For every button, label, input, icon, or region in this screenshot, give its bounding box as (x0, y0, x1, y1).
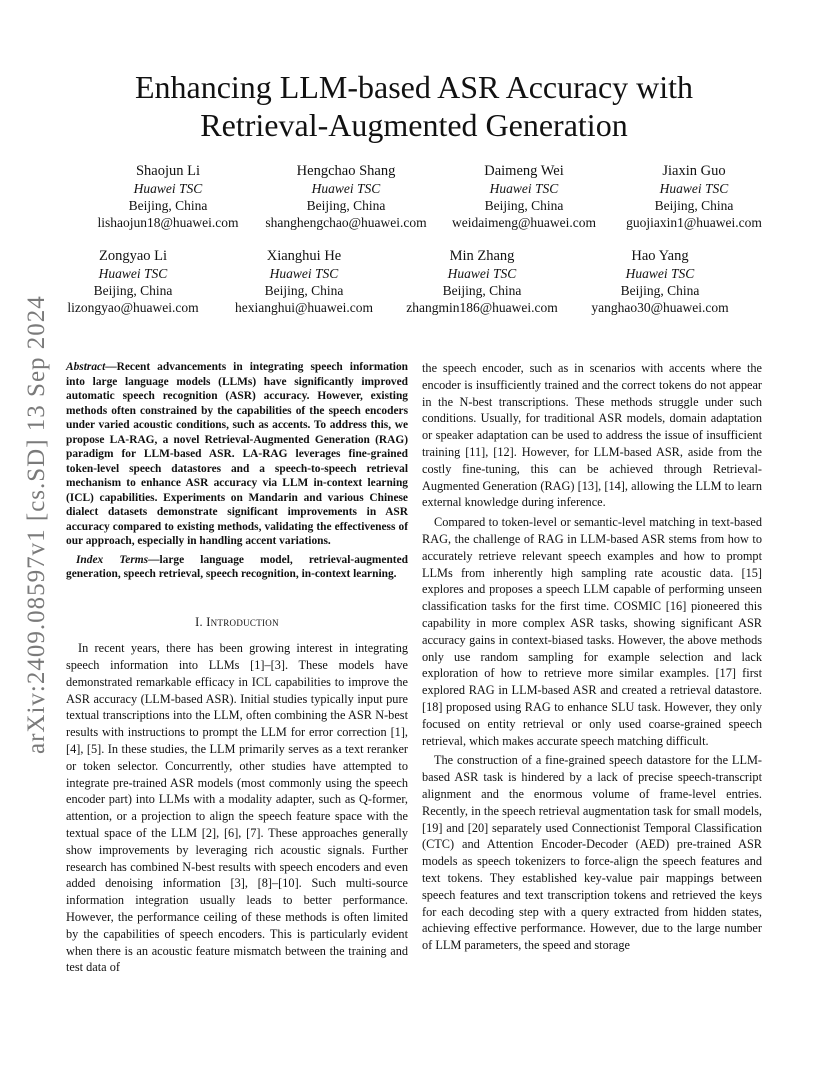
author-location: Beijing, China (484, 198, 564, 213)
author-email: shanghengchao@huawei.com (265, 215, 427, 230)
author-location: Beijing, China (654, 198, 734, 213)
author-affiliation: Huawei TSC (659, 181, 729, 196)
body-paragraph: Compared to token-level or semantic-level matching in text-based RAG, the challenge of RAG in LLM-based ASR stems from how to accurately retrieve relevant speech examples and how to prompt LLMs from inherently high sampling rate acoustic data. [15] explores and proposes a speech LLM capable of performing unseen classification tasks for the first time. COSMIC [16] pioneered this capability in more complex ASR tasks, showing significant ASR accuracy gains in context-biased tasks. However, the above methods only use random sampling for example selection and lack exploration of how to retrieve more similar examples. [17] first explored RAG in LLM-based ASR and created a retrieval datastore. [18] proposed using RAG to enhance SLU task. However, they only focused on entity retrieval or only used coarse-grained speech retrieval, which makes accurate speech matching difficult. (422, 515, 762, 748)
author-email: lishaojun18@huawei.com (97, 215, 239, 230)
author-block (228, 248, 380, 316)
section-number: I. (195, 614, 207, 629)
section-title: Introduction (206, 614, 279, 629)
author-block (448, 163, 600, 231)
left-column (66, 360, 408, 976)
author-affiliation: Huawei TSC (447, 266, 517, 281)
section-heading (66, 614, 408, 631)
author-location: Beijing, China (128, 198, 208, 213)
abstract-text: —Recent advancements in integrating speech information into large language models (LLMs) have significantly improved automatic speech recognition (ASR) accuracy. However, existing methods often constrained by the capabilities of the speech encoders under varied acoustic conditions, such as accents. To address this, we propose LA-RAG, a novel Retrieval-Augmented Generation (RAG) paradigm for LLM-based ASR. LA-RAG leverages fine-grained token-level speech datastores and a speech-to-speech retrieval mechanism to enhance ASR accuracy via LLM in-context learning (ICL) capabilities. Experiments on Mandarin and various Chinese dialect datasets demonstrate significant improvements in ASR accuracy compared to existing methods, validating the effectiveness of our approach, especially in handling accent variations. (66, 361, 408, 547)
author-affiliation: Huawei TSC (133, 181, 203, 196)
author-name: Xianghui He (266, 248, 342, 264)
author-affiliation: Huawei TSC (98, 266, 168, 281)
body-paragraph: The construction of a fine-grained speech datastore for the LLM-based ASR task is hindered by a lack of precise speech-transcript alignment and the enormous volume of frame-level entries. Recently, in the speech retrieval augmentation task for small models, [19] and [20] separately used Connectionist Temporal Classification (CTC) and Attention Encoder-Decoder (AED) pre-trained ASR models as speech tokenizers to force-align the speech features and text tokens. They established key-value pair mappings between speech features and text transcription tokens and retrieved the keys for each decoding step with a query extracted from hidden states, achieving effective performance. However, due to the large number of LLM parameters, the speed and storage (422, 753, 762, 953)
author-location: Beijing, China (264, 283, 344, 298)
author-block (258, 163, 434, 231)
right-column (422, 360, 762, 954)
author-name: Hengchao Shang (296, 163, 396, 179)
abstract (66, 360, 408, 549)
author-name: Jiaxin Guo (662, 163, 726, 179)
body-paragraph: the speech encoder, such as in scenarios with accents where the encoder is insufficiently trained and the correct tokens do not appear in the N-best transcriptions. These methods struggle under such conditions. Usually, for traditional ASR models, domain adaptation or speaker adaptation can be used to address the issue of insufficient training [11], [12]. However, for LLM-based ASR, aside from the costly fine-tuning, this can be achieved through Retrieval-Augmented Generation (RAG) [13], [14], allowing the LLM to learn external knowledge during inference. (422, 361, 762, 510)
author-affiliation: Huawei TSC (625, 266, 695, 281)
author-location: Beijing, China (620, 283, 700, 298)
abstract-label: Abstract (66, 361, 106, 373)
author-block (58, 248, 208, 316)
author-name: Min Zhang (449, 248, 515, 264)
author-email: yanghao30@huawei.com (591, 300, 729, 315)
arxiv-identifier-stamp: arXiv:2409.08597v1 [cs.SD] 13 Sep 2024 (23, 295, 50, 755)
author-block (584, 248, 736, 316)
paper-title-line-1: Enhancing LLM-based ASR Accuracy with (134, 69, 694, 105)
index-terms-text: —large language model, retrieval-augmented generation, speech retrieval, speech recognition, in-context learning. (66, 553, 408, 580)
author-email: weidaimeng@huawei.com (451, 215, 596, 230)
paper-title (90, 68, 738, 144)
author-affiliation: Huawei TSC (489, 181, 559, 196)
index-terms-label: Index Terms (76, 553, 149, 566)
author-affiliation: Huawei TSC (311, 181, 381, 196)
author-email: zhangmin186@huawei.com (406, 300, 558, 315)
paper-title-line-2: Retrieval-Augmented Generation (200, 107, 628, 143)
author-block (618, 163, 770, 231)
author-name: Daimeng Wei (484, 163, 564, 179)
author-location: Beijing, China (442, 283, 522, 298)
author-email: hexianghui@huawei.com (234, 300, 374, 315)
author-email: guojiaxin1@huawei.com (626, 215, 762, 230)
author-location: Beijing, China (93, 283, 173, 298)
author-name: Shaojun Li (135, 163, 201, 179)
author-name: Zongyao Li (98, 248, 168, 264)
author-block (400, 248, 564, 316)
author-location: Beijing, China (306, 198, 386, 213)
author-affiliation: Huawei TSC (269, 266, 339, 281)
author-block (88, 163, 248, 231)
author-email: lizongyao@huawei.com (67, 300, 199, 315)
author-name: Hao Yang (631, 248, 689, 264)
body-paragraph: In recent years, there has been growing interest in integrating speech information into LLMs [1]–[3]. These models have demonstrated remarkable efficacy in ICL capabilities to improve the ASR accuracy (LLM-based ASR). Initial studies typically input pure textual transcriptions into the LLM, often combining the ASR N-best results with instructions to prompt the LLM for error correction [1], [4], [5]. In these studies, the LLM primarily serves as a text reranker or token selector. Concurrently, other studies have attempted to integrate pre-trained ASR models (most commonly using the speech encoder part) into LLMs with a modality adapter, such as Q-former, attention, or a projection to align the speech feature space with the textual space of the LLM [2], [6], [7]. These approaches generally show improvements by leveraging rich acoustic signals. Further research has combined N-best results with speech encoders and even added denoising information [3], [8]–[10]. Such multi-source information integration usually leads to better performance. However, the performance ceiling of these methods is often limited by the capabilities of speech encoders. This is particularly evident when there is an acoustic feature mismatch between the training and test data of (66, 641, 408, 975)
index-terms (66, 553, 408, 582)
